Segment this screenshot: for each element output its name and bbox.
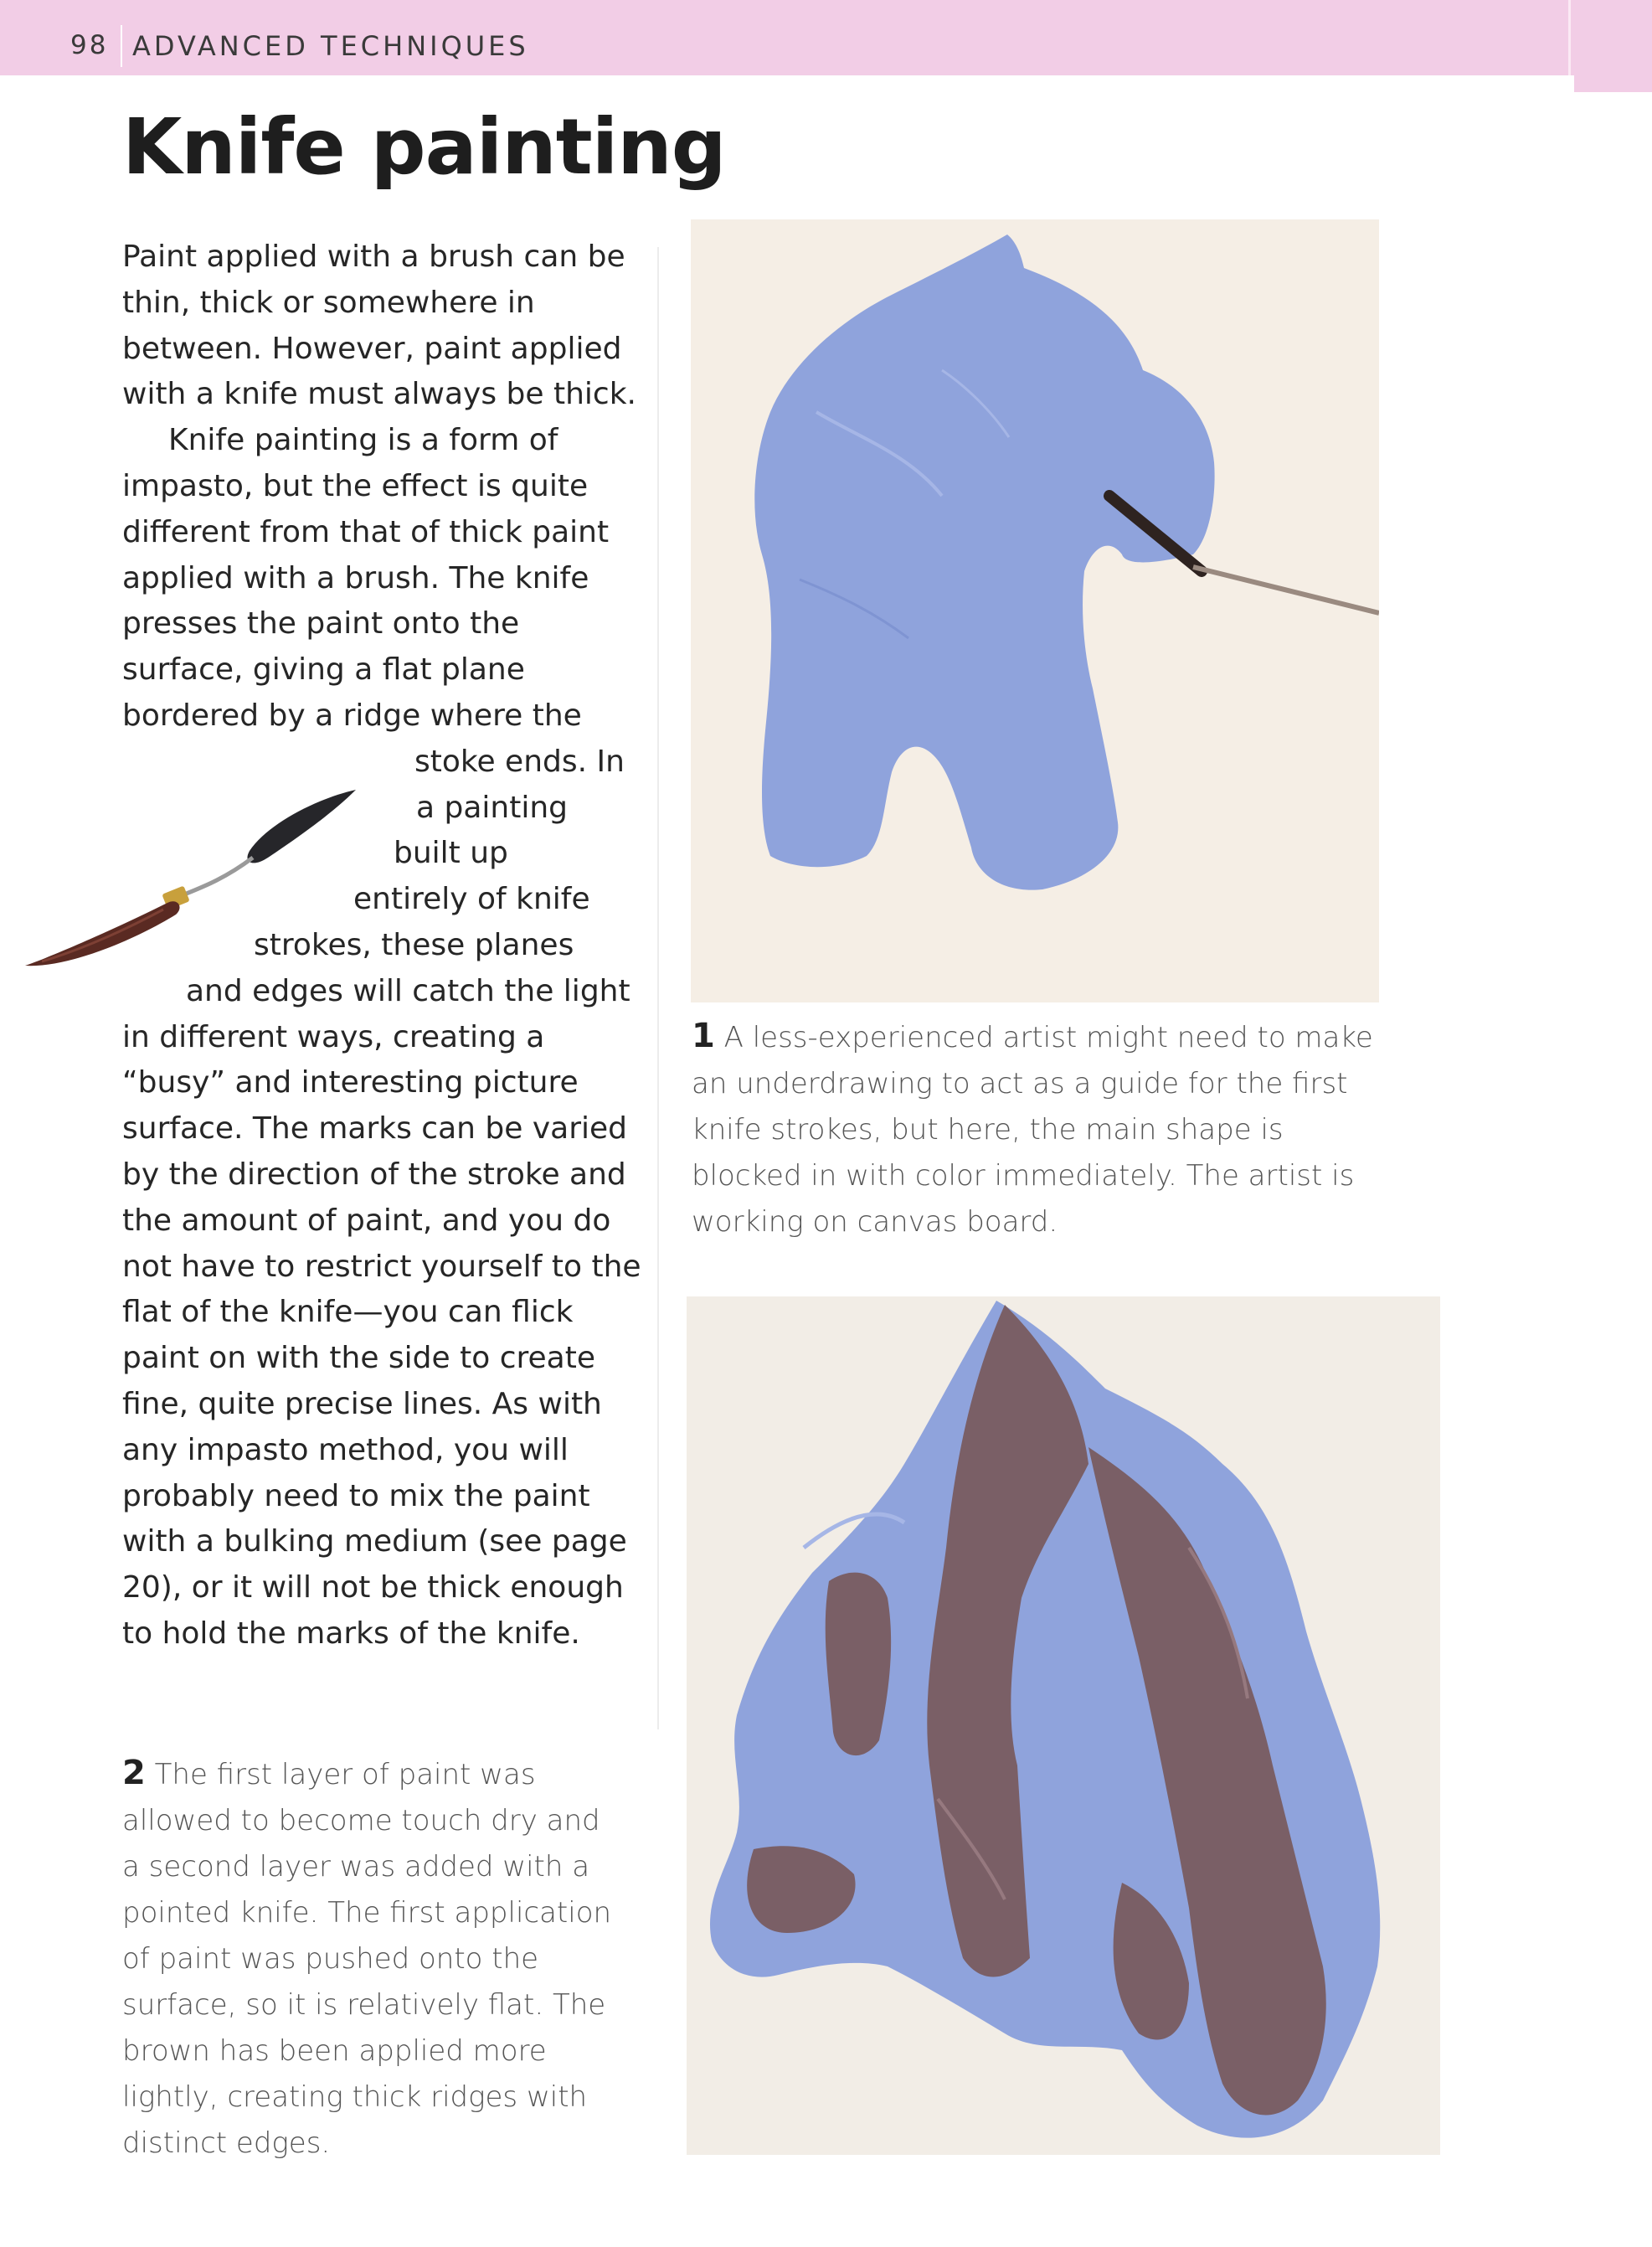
caption-line: surface, so it is relatively flat. The	[122, 1988, 606, 2022]
body-line: probably need to mix the paint	[122, 1478, 590, 1513]
header-gutter	[1568, 0, 1571, 75]
body-line: thin, thick or somewhere in	[122, 285, 535, 320]
body-line: presses the paint onto the	[122, 606, 520, 642]
caption-line: of paint was pushed onto the	[122, 1942, 539, 1976]
caption-text: The first layer of paint was	[145, 1758, 536, 1791]
brown-paint-shape	[687, 1296, 1440, 2155]
body-line: any impasto method, you will	[122, 1432, 569, 1467]
caption-line: lightly, creating thick ridges with	[122, 2080, 588, 2114]
caption-line: distinct edges.	[122, 2126, 331, 2160]
caption-step-1	[692, 1013, 1387, 1245]
body-line: not have to restrict yourself to the	[122, 1249, 641, 1284]
caption-line: brown has been applied more	[122, 2034, 547, 2068]
blue-paint-shape	[691, 219, 1379, 1002]
body-line: surface, giving a flat plane	[122, 652, 525, 688]
body-line: bordered by a ridge where the	[122, 698, 582, 733]
caption-line: working on canvas board.	[692, 1205, 1058, 1239]
caption-line	[692, 1013, 1387, 1061]
body-line: entirely of knife	[353, 882, 590, 917]
caption-line: pointed knife. The first application	[122, 1896, 612, 1930]
body-line: impasto, but the effect is quite	[122, 468, 589, 503]
body-line: with a knife must always be thick.	[122, 377, 636, 412]
page-title: Knife painting	[122, 102, 726, 192]
body-line: with a bulking medium (see page	[122, 1524, 627, 1559]
body-line: paint on with the side to create	[122, 1341, 595, 1376]
header-band-edge	[1574, 0, 1652, 92]
body-line: Knife painting is a form of	[168, 423, 558, 458]
caption-line: knife strokes, but here, the main shape is	[692, 1113, 1284, 1147]
body-line: “busy” and interesting picture	[122, 1065, 579, 1100]
body-line: by the direction of the stroke and	[122, 1157, 626, 1192]
body-line: and edges will catch the light	[186, 973, 630, 1008]
page-number: 98	[70, 30, 109, 60]
caption-line: allowed to become touch dry and	[122, 1804, 600, 1837]
caption-line: an underdrawing to act as a guide for the first	[692, 1067, 1348, 1100]
column-rule	[657, 247, 659, 1729]
caption-number: 2	[122, 1754, 146, 1792]
body-line: in different ways, creating a	[122, 1019, 545, 1054]
caption-line: blocked in with color immediately. The artist is	[692, 1159, 1355, 1193]
header-divider	[121, 25, 122, 67]
section-label: ADVANCED TECHNIQUES	[132, 30, 529, 62]
body-line: to hold the marks of the knife.	[122, 1616, 580, 1651]
body-line: applied with a brush. The knife	[122, 560, 589, 595]
caption-line: a second layer was added with a	[122, 1850, 590, 1884]
photo-step-1	[691, 219, 1379, 1002]
caption-step-2	[122, 1750, 641, 2167]
caption-text: A less-experienced artist might need to make	[714, 1021, 1373, 1054]
body-line: flat of the knife—you can flick	[122, 1295, 574, 1330]
body-line: between. However, paint applied	[122, 331, 622, 366]
palette-knife-illustration	[17, 786, 368, 987]
caption-number: 1	[692, 1017, 715, 1055]
body-line: a painting	[416, 790, 569, 825]
body-line: surface. The marks can be varied	[122, 1111, 628, 1147]
body-line: Paint applied with a brush can be	[122, 240, 625, 274]
photo-step-2	[687, 1296, 1440, 2155]
body-line: built up	[394, 836, 508, 871]
body-line: strokes, these planes	[254, 927, 574, 962]
caption-line	[122, 1750, 641, 1798]
body-line: different from that of thick paint	[122, 514, 610, 549]
body-line: the amount of paint, and you do	[122, 1203, 611, 1238]
body-line: 20), or it will not be thick enough	[122, 1570, 624, 1605]
body-line: stoke ends. In	[414, 744, 625, 779]
body-line: fine, quite precise lines. As with	[122, 1386, 602, 1421]
